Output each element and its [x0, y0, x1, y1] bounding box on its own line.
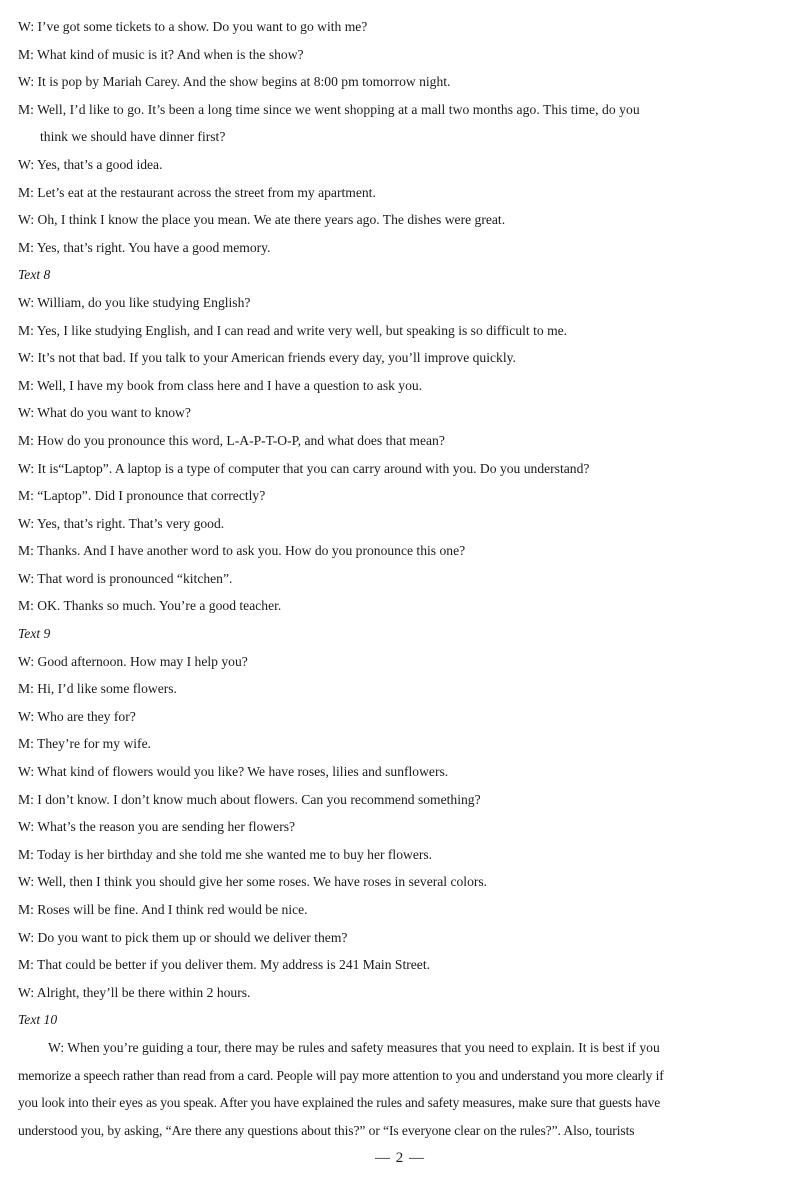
dialogue-line: M: Yes, that’s right. You have a good memory.	[18, 239, 271, 255]
dialogue-line: M: Hi, I’d like some flowers.	[18, 681, 177, 697]
dialogue-line: W: I’ve got some tickets to a show. Do you want to go with me?	[18, 19, 368, 34]
dialogue-line: W: Do you want to pick them up or should we deliver them?	[18, 929, 348, 945]
dialogue-line: M: That could be better if you deliver them. My address is 241 Main Street.	[18, 957, 431, 973]
dialogue-line: M: “Laptop”. Did I pronounce that correctly?	[18, 488, 266, 504]
dialogue-line: W: Yes, that’s right. That’s very good.	[18, 515, 225, 531]
page-number: — 2 —	[375, 1150, 425, 1166]
section-heading-text-8: Text 8	[18, 267, 51, 283]
dialogue-line: M: OK. Thanks so much. You’re a good teacher.	[18, 598, 282, 614]
dialogue-line: W: It is“Laptop”. A laptop is a type of computer that you can carry around with you. Do you understand?	[18, 460, 590, 476]
dialogue-line: M: Yes, I like studying English, and I can read and write very well, but speaking is so difficult to me.	[18, 322, 568, 338]
dialogue-line: M: Let’s eat at the restaurant across the street from my apartment.	[18, 184, 376, 200]
dialogue-line: W: It’s not that bad. If you talk to your American friends every day, you’ll improve quickly.	[18, 350, 516, 366]
dialogue-line: W: William, do you like studying English?	[18, 294, 251, 310]
dialogue-line: M: I don’t know. I don’t know much about flowers. Can you recommend something?	[18, 791, 481, 807]
dialogue-line: W: What kind of flowers would you like? We have roses, lilies and sunflowers.	[18, 764, 449, 780]
dialogue-line: W: Well, then I think you should give her some roses. We have roses in several colors.	[18, 874, 488, 890]
section-heading-text-10: Text 10	[18, 1012, 58, 1028]
dialogue-line: M: Roses will be fine. And I think red would be nice.	[18, 902, 308, 917]
dialogue-line: W: Oh, I think I know the place you mean. We ate there years ago. The dishes were great.	[18, 212, 506, 228]
dialogue-line: W: Who are they for?	[18, 708, 136, 724]
dialogue-line: M: Thanks. And I have another word to ask you. How do you pronounce this one?	[18, 543, 466, 559]
dialogue-line: W: Yes, that’s a good idea.	[18, 156, 163, 172]
dialogue-line: W: Good afternoon. How may I help you?	[18, 653, 248, 669]
monologue-paragraph	[18, 1034, 784, 1144]
dialogue-line: W: What do you want to know?	[18, 405, 191, 421]
dialogue-line: W: It is pop by Mariah Carey. And the show begins at 8:00 pm tomorrow night.	[18, 74, 451, 90]
dialogue-line: M: Well, I have my book from class here and I have a question to ask you.	[18, 377, 423, 393]
paragraph-line: understood you, by asking, “Are there any questions about this?” or “Is everyone clear on the rules?”. Also, tourists	[18, 1122, 635, 1138]
dialogue-line: M: How do you pronounce this word, L-A-P-T-O-P, and what does that mean?	[18, 432, 445, 448]
dialogue-line: M: What kind of music is it? And when is the show?	[18, 46, 304, 62]
dialogue-line: W: That word is pronounced “kitchen”.	[18, 570, 233, 586]
transcript-text	[18, 13, 784, 1144]
dialogue-line: W: What’s the reason you are sending her flowers?	[18, 819, 296, 835]
dialogue-line-continuation: think we should have dinner first?	[40, 129, 226, 145]
section-heading-text-9: Text 9	[18, 626, 51, 642]
paragraph-line: you look into their eyes as you speak. After you have explained the rules and safety measures, make sure that guests have	[18, 1095, 661, 1111]
paragraph-line: W: When you’re guiding a tour, there may be rules and safety measures that you need to explain. It is best if you	[48, 1039, 660, 1055]
dialogue-line: M: They’re for my wife.	[18, 736, 152, 752]
dialogue-line: M: Today is her birthday and she told me she wanted me to buy her flowers.	[18, 846, 433, 862]
paragraph-line: memorize a speech rather than read from a card. People will pay more attention to you and understand you more clearly if	[18, 1067, 664, 1083]
dialogue-line: M: Well, I’d like to go. It’s been a long time since we went shopping at a mall two months ago. This time, do you	[18, 101, 640, 117]
dialogue-line: W: Alright, they’ll be there within 2 hours.	[18, 984, 251, 1000]
